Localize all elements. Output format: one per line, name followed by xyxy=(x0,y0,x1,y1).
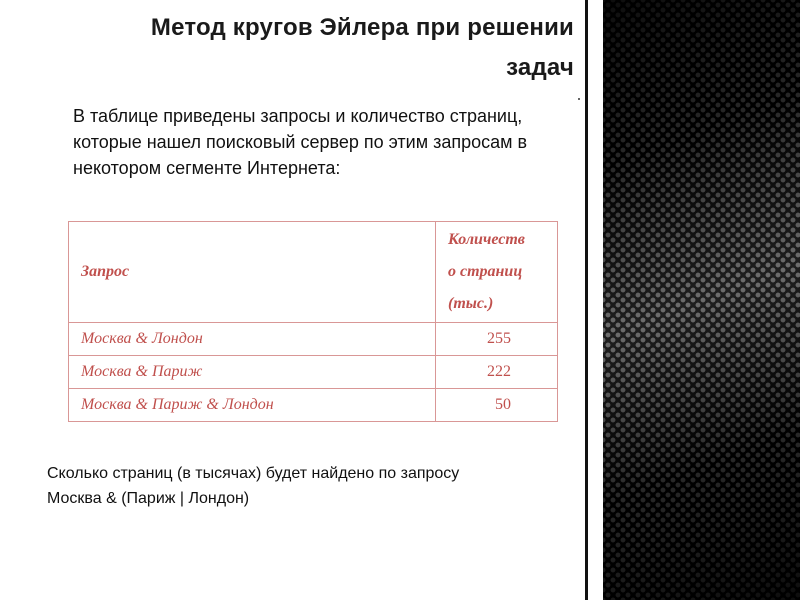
question-line-2: Москва & (Париж | Лондон) xyxy=(47,490,250,507)
query-table-container xyxy=(68,221,558,421)
table-row xyxy=(69,389,558,422)
cell-query: Москва & Лондон xyxy=(69,323,436,356)
query-table xyxy=(68,221,558,422)
cell-query: Москва & Париж xyxy=(69,356,436,389)
decorative-carbon-panel xyxy=(603,0,800,600)
table-row xyxy=(69,323,558,356)
header-count-line-1: Количеств xyxy=(448,231,525,248)
cell-query: Москва & Париж & Лондон xyxy=(69,389,436,422)
slide-title xyxy=(54,8,574,88)
decorative-dot xyxy=(578,98,580,100)
question-text xyxy=(47,461,587,511)
cell-count: 50 xyxy=(436,389,558,422)
header-query: Запрос xyxy=(69,222,436,323)
slide-title-line-2: задач xyxy=(506,54,574,81)
slide-title-line-1: Метод кругов Эйлера при решении xyxy=(150,14,574,41)
table-row xyxy=(69,356,558,389)
header-count-line-2: о страниц xyxy=(448,263,523,280)
cell-count: 255 xyxy=(436,323,558,356)
panel-edge-line xyxy=(585,0,588,600)
question-line-1: Сколько страниц (в тысячах) будет найдено по запросу xyxy=(47,465,460,482)
cell-count: 222 xyxy=(436,356,558,389)
panel-separator xyxy=(595,0,603,600)
table-header-row xyxy=(69,222,558,323)
intro-text: В таблице приведены запросы и количество страниц, которые нашел поисковый сервер по этим запросам в некотором сегменте Интернета: xyxy=(73,106,528,178)
header-count-line-3: (тыс.) xyxy=(448,295,494,312)
header-count xyxy=(436,222,558,323)
